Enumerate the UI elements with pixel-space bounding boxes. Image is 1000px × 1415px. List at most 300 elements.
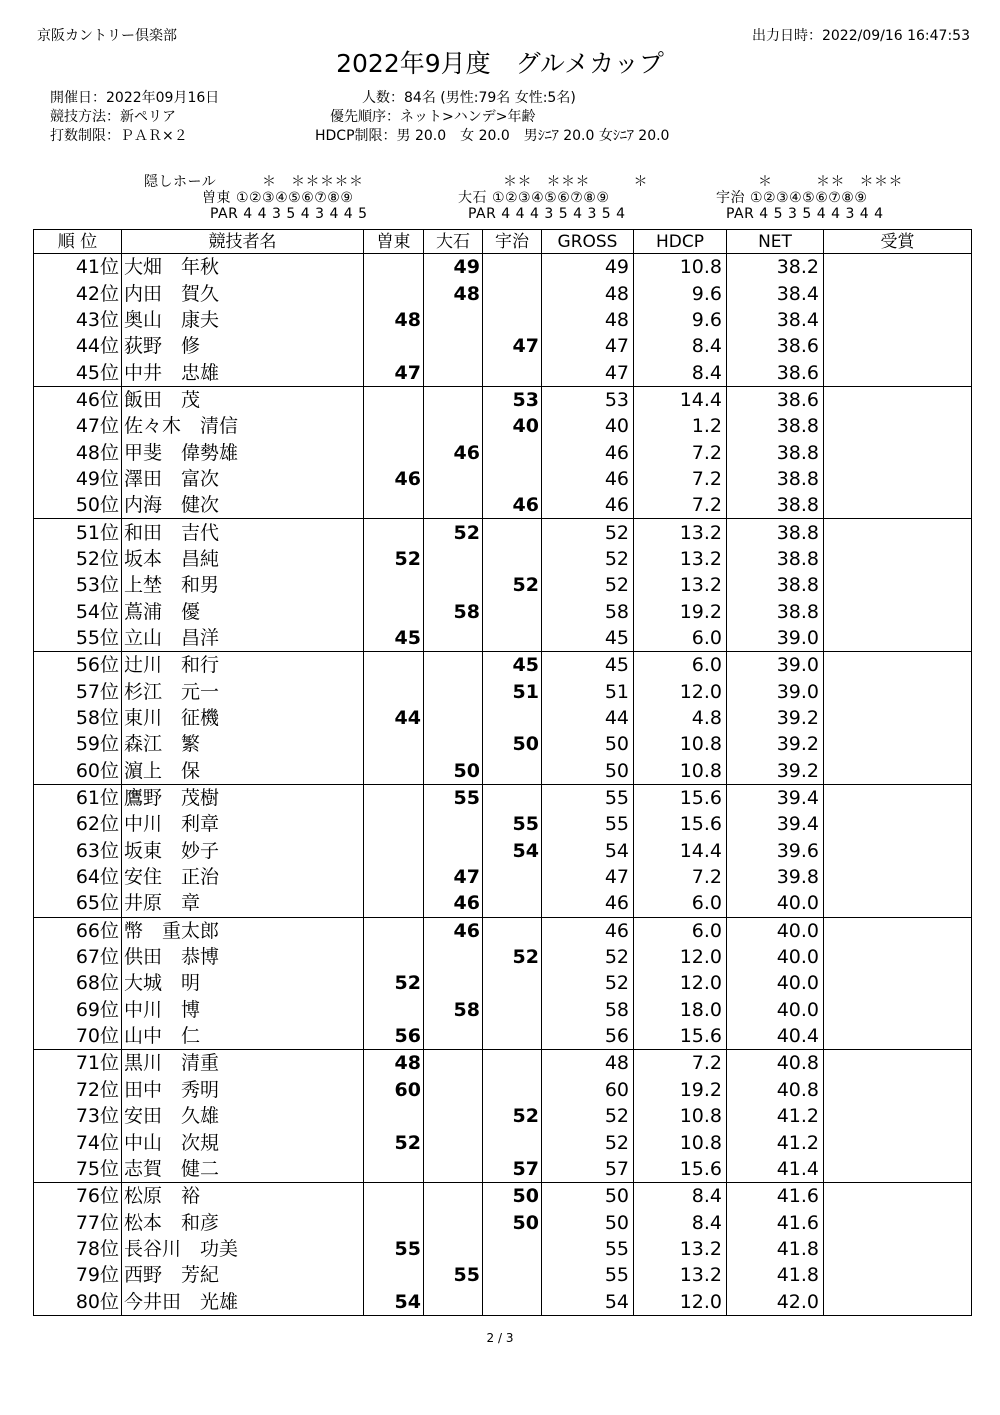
cell-sotsuka: 54 bbox=[364, 1288, 424, 1315]
table-row bbox=[34, 784, 972, 811]
cell-rank: 64位 bbox=[34, 864, 122, 890]
cell-rank: 68位 bbox=[34, 970, 122, 996]
cell-uji bbox=[483, 1236, 542, 1262]
cell-sotsuka bbox=[364, 280, 424, 306]
cell-sotsuka bbox=[364, 598, 424, 624]
table-header-row bbox=[34, 230, 972, 254]
cell-oishi: 58 bbox=[424, 598, 483, 624]
table-row bbox=[34, 890, 972, 917]
cell-sotsuka bbox=[364, 1156, 424, 1183]
table-row bbox=[34, 519, 972, 546]
page-number: 2 / 3 bbox=[486, 1331, 514, 1345]
table-row bbox=[34, 917, 972, 944]
cell-rank: 78位 bbox=[34, 1236, 122, 1262]
cell-oishi: 50 bbox=[424, 758, 483, 785]
cell-net: 41.8 bbox=[727, 1236, 824, 1262]
player-count-value: 84名 (男性:79名 女性:5名) bbox=[404, 90, 576, 106]
cell-net: 38.8 bbox=[727, 439, 824, 465]
header-award: 受賞 bbox=[824, 230, 972, 254]
cell-uji bbox=[483, 1129, 542, 1155]
cell-gross: 57 bbox=[542, 1156, 634, 1183]
cell-uji: 52 bbox=[483, 572, 542, 598]
cell-award bbox=[824, 254, 972, 281]
table-row bbox=[34, 838, 972, 864]
competition-method-label: 競技方法： bbox=[50, 109, 120, 125]
cell-hdcp: 8.4 bbox=[634, 333, 727, 359]
header-hdcp: HDCP bbox=[634, 230, 727, 254]
cell-net: 38.8 bbox=[727, 598, 824, 624]
cell-rank: 80位 bbox=[34, 1288, 122, 1315]
cell-net: 39.0 bbox=[727, 625, 824, 652]
cell-oishi bbox=[424, 1103, 483, 1129]
cell-rank: 46位 bbox=[34, 386, 122, 413]
cell-hdcp: 8.4 bbox=[634, 1183, 727, 1210]
cell-rank: 67位 bbox=[34, 944, 122, 970]
competition-method bbox=[50, 106, 176, 126]
stroke-limit-value: ＰＡＲ×２ bbox=[120, 128, 188, 144]
cell-sotsuka bbox=[364, 413, 424, 439]
cell-name: 中山 次規 bbox=[122, 1129, 364, 1155]
cell-oishi bbox=[424, 1236, 483, 1262]
cell-award bbox=[824, 1262, 972, 1288]
cell-gross: 58 bbox=[542, 997, 634, 1023]
cell-sotsuka: 56 bbox=[364, 1023, 424, 1050]
cell-net: 41.8 bbox=[727, 1262, 824, 1288]
cell-gross: 48 bbox=[542, 1050, 634, 1077]
cell-name: 田中 秀明 bbox=[122, 1077, 364, 1103]
cell-rank: 70位 bbox=[34, 1023, 122, 1050]
cell-net: 40.4 bbox=[727, 1023, 824, 1050]
cell-net: 40.0 bbox=[727, 970, 824, 996]
cell-gross: 45 bbox=[542, 652, 634, 679]
event-date-label: 開催日： bbox=[50, 90, 106, 106]
table-row bbox=[34, 333, 972, 359]
cell-net: 38.6 bbox=[727, 386, 824, 413]
cell-uji: 55 bbox=[483, 811, 542, 837]
cell-hdcp: 7.2 bbox=[634, 1050, 727, 1077]
cell-gross: 50 bbox=[542, 758, 634, 785]
table-row bbox=[34, 254, 972, 281]
cell-name: 辻川 和行 bbox=[122, 652, 364, 679]
cell-rank: 42位 bbox=[34, 280, 122, 306]
cell-net: 38.4 bbox=[727, 307, 824, 333]
cell-oishi bbox=[424, 652, 483, 679]
results-table bbox=[33, 229, 972, 1316]
cell-name: 長谷川 功美 bbox=[122, 1236, 364, 1262]
cell-gross: 46 bbox=[542, 492, 634, 519]
printed-datetime: 出力日時：2022/09/16 16:47:53 bbox=[751, 28, 970, 44]
cell-sotsuka bbox=[364, 758, 424, 785]
cell-sotsuka bbox=[364, 784, 424, 811]
cell-gross: 53 bbox=[542, 386, 634, 413]
cell-hdcp: 14.4 bbox=[634, 838, 727, 864]
cell-award bbox=[824, 1050, 972, 1077]
player-count bbox=[362, 87, 576, 107]
cell-oishi bbox=[424, 307, 483, 333]
cell-name: 中井 忠雄 bbox=[122, 359, 364, 386]
cell-gross: 52 bbox=[542, 519, 634, 546]
stroke-limit bbox=[50, 125, 188, 145]
cell-oishi bbox=[424, 811, 483, 837]
player-count-label: 人数： bbox=[362, 90, 404, 106]
cell-oishi: 52 bbox=[424, 519, 483, 546]
cell-oishi bbox=[424, 1077, 483, 1103]
cell-rank: 60位 bbox=[34, 758, 122, 785]
table-row bbox=[34, 652, 972, 679]
cell-award bbox=[824, 598, 972, 624]
cell-name: 立山 昌洋 bbox=[122, 625, 364, 652]
cell-rank: 52位 bbox=[34, 546, 122, 572]
cell-hdcp: 6.0 bbox=[634, 625, 727, 652]
cell-name: 安田 久雄 bbox=[122, 1103, 364, 1129]
cell-name: 内田 賀久 bbox=[122, 280, 364, 306]
cell-hdcp: 6.0 bbox=[634, 652, 727, 679]
cell-award bbox=[824, 439, 972, 465]
cell-gross: 47 bbox=[542, 333, 634, 359]
cell-award bbox=[824, 572, 972, 598]
cell-award bbox=[824, 386, 972, 413]
cell-award bbox=[824, 811, 972, 837]
cell-hdcp: 10.8 bbox=[634, 758, 727, 785]
cell-oishi: 46 bbox=[424, 890, 483, 917]
cell-oishi bbox=[424, 359, 483, 386]
cell-gross: 50 bbox=[542, 1209, 634, 1235]
cell-name: 森江 繁 bbox=[122, 731, 364, 757]
cell-name: 井原 章 bbox=[122, 890, 364, 917]
cell-uji bbox=[483, 890, 542, 917]
cell-sotsuka bbox=[364, 917, 424, 944]
cell-name: 西野 芳紀 bbox=[122, 1262, 364, 1288]
cell-uji: 50 bbox=[483, 731, 542, 757]
table-row bbox=[34, 758, 972, 785]
cell-oishi bbox=[424, 466, 483, 492]
cell-net: 40.8 bbox=[727, 1077, 824, 1103]
cell-hdcp: 1.2 bbox=[634, 413, 727, 439]
cell-gross: 54 bbox=[542, 838, 634, 864]
cell-name: 坂本 昌純 bbox=[122, 546, 364, 572]
cell-gross: 46 bbox=[542, 466, 634, 492]
cell-net: 39.6 bbox=[727, 838, 824, 864]
cell-oishi bbox=[424, 333, 483, 359]
cell-oishi bbox=[424, 1129, 483, 1155]
cell-hdcp: 13.2 bbox=[634, 1236, 727, 1262]
cell-gross: 49 bbox=[542, 254, 634, 281]
cell-gross: 55 bbox=[542, 1262, 634, 1288]
cell-gross: 50 bbox=[542, 1183, 634, 1210]
cell-oishi bbox=[424, 1156, 483, 1183]
cell-hdcp: 13.2 bbox=[634, 546, 727, 572]
cell-award bbox=[824, 705, 972, 731]
cell-award bbox=[824, 546, 972, 572]
cell-name: 蔦浦 優 bbox=[122, 598, 364, 624]
cell-sotsuka bbox=[364, 333, 424, 359]
header-net: NET bbox=[727, 230, 824, 254]
cell-oishi bbox=[424, 1288, 483, 1315]
cell-award bbox=[824, 1288, 972, 1315]
cell-hdcp: 10.8 bbox=[634, 1103, 727, 1129]
cell-award bbox=[824, 1103, 972, 1129]
table-row bbox=[34, 466, 972, 492]
cell-oishi bbox=[424, 731, 483, 757]
cell-sotsuka: 52 bbox=[364, 970, 424, 996]
cell-name: 松本 和彦 bbox=[122, 1209, 364, 1235]
cell-hdcp: 7.2 bbox=[634, 466, 727, 492]
cell-hdcp: 7.2 bbox=[634, 864, 727, 890]
cell-gross: 55 bbox=[542, 784, 634, 811]
cell-sotsuka bbox=[364, 492, 424, 519]
hdcp-limit-label: HDCP制限： bbox=[315, 128, 397, 144]
cell-net: 40.0 bbox=[727, 917, 824, 944]
cell-rank: 74位 bbox=[34, 1129, 122, 1155]
cell-award bbox=[824, 731, 972, 757]
cell-uji bbox=[483, 466, 542, 492]
cell-rank: 71位 bbox=[34, 1050, 122, 1077]
cell-rank: 61位 bbox=[34, 784, 122, 811]
cell-name: 志賀 健二 bbox=[122, 1156, 364, 1183]
table-row bbox=[34, 280, 972, 306]
cell-sotsuka bbox=[364, 890, 424, 917]
cell-sotsuka bbox=[364, 519, 424, 546]
cell-gross: 55 bbox=[542, 811, 634, 837]
cell-gross: 52 bbox=[542, 546, 634, 572]
cell-name: 松原 裕 bbox=[122, 1183, 364, 1210]
cell-uji bbox=[483, 917, 542, 944]
cell-oishi bbox=[424, 1050, 483, 1077]
cell-uji: 47 bbox=[483, 333, 542, 359]
cell-hdcp: 4.8 bbox=[634, 705, 727, 731]
cell-sotsuka: 48 bbox=[364, 307, 424, 333]
event-date bbox=[50, 87, 219, 107]
cell-name: 東川 征機 bbox=[122, 705, 364, 731]
cell-name: 澤田 富次 bbox=[122, 466, 364, 492]
cell-rank: 53位 bbox=[34, 572, 122, 598]
table-row bbox=[34, 1209, 972, 1235]
table-row bbox=[34, 1183, 972, 1210]
cell-uji: 50 bbox=[483, 1209, 542, 1235]
cell-uji: 45 bbox=[483, 652, 542, 679]
hidden-holes-label: 隠しホール bbox=[144, 174, 217, 190]
cell-gross: 47 bbox=[542, 359, 634, 386]
cell-gross: 51 bbox=[542, 679, 634, 705]
table-row bbox=[34, 1077, 972, 1103]
cell-net: 38.8 bbox=[727, 466, 824, 492]
course-oishi-par: PAR 4 4 4 3 5 4 3 5 4 bbox=[468, 206, 626, 222]
cell-sotsuka bbox=[364, 1209, 424, 1235]
cell-rank: 62位 bbox=[34, 811, 122, 837]
cell-name: 幣 重太郎 bbox=[122, 917, 364, 944]
cell-award bbox=[824, 997, 972, 1023]
header-rank: 順 位 bbox=[34, 230, 122, 254]
header-gross: GROSS bbox=[542, 230, 634, 254]
cell-oishi: 47 bbox=[424, 864, 483, 890]
course-oishi-holes: 大石 ①②③④⑤⑥⑦⑧⑨ bbox=[458, 190, 610, 206]
cell-hdcp: 19.2 bbox=[634, 598, 727, 624]
table-row bbox=[34, 811, 972, 837]
course-sotsuka-holes: 曽東 ①②③④⑤⑥⑦⑧⑨ bbox=[202, 190, 354, 206]
cell-oishi bbox=[424, 1023, 483, 1050]
cell-sotsuka: 44 bbox=[364, 705, 424, 731]
cell-hdcp: 6.0 bbox=[634, 917, 727, 944]
cell-oishi: 48 bbox=[424, 280, 483, 306]
cell-uji: 51 bbox=[483, 679, 542, 705]
cell-uji bbox=[483, 307, 542, 333]
table-row bbox=[34, 359, 972, 386]
cell-hdcp: 13.2 bbox=[634, 1262, 727, 1288]
cell-net: 42.0 bbox=[727, 1288, 824, 1315]
table-row bbox=[34, 1262, 972, 1288]
cell-gross: 50 bbox=[542, 731, 634, 757]
cell-uji: 57 bbox=[483, 1156, 542, 1183]
cell-net: 38.8 bbox=[727, 546, 824, 572]
cell-gross: 48 bbox=[542, 307, 634, 333]
cell-hdcp: 12.0 bbox=[634, 944, 727, 970]
cell-sotsuka: 52 bbox=[364, 1129, 424, 1155]
cell-award bbox=[824, 519, 972, 546]
cell-name: 坂東 妙子 bbox=[122, 838, 364, 864]
cell-gross: 58 bbox=[542, 598, 634, 624]
cell-rank: 47位 bbox=[34, 413, 122, 439]
table-row bbox=[34, 1236, 972, 1262]
cell-sotsuka: 52 bbox=[364, 546, 424, 572]
cell-net: 38.8 bbox=[727, 492, 824, 519]
cell-sotsuka bbox=[364, 811, 424, 837]
cell-net: 38.8 bbox=[727, 413, 824, 439]
header-oishi: 大石 bbox=[424, 230, 483, 254]
cell-award bbox=[824, 890, 972, 917]
cell-hdcp: 9.6 bbox=[634, 280, 727, 306]
cell-name: 和田 吉代 bbox=[122, 519, 364, 546]
cell-uji bbox=[483, 970, 542, 996]
cell-hdcp: 7.2 bbox=[634, 439, 727, 465]
table-row bbox=[34, 970, 972, 996]
header-name: 競技者名 bbox=[122, 230, 364, 254]
cell-rank: 45位 bbox=[34, 359, 122, 386]
cell-gross: 52 bbox=[542, 970, 634, 996]
cell-sotsuka bbox=[364, 679, 424, 705]
cell-uji: 50 bbox=[483, 1183, 542, 1210]
club-name: 京阪カントリー倶楽部 bbox=[37, 28, 177, 44]
cell-award bbox=[824, 758, 972, 785]
cell-award bbox=[824, 679, 972, 705]
cell-rank: 72位 bbox=[34, 1077, 122, 1103]
cell-rank: 43位 bbox=[34, 307, 122, 333]
priority-order bbox=[330, 106, 535, 126]
cell-gross: 60 bbox=[542, 1077, 634, 1103]
cell-award bbox=[824, 1023, 972, 1050]
cell-hdcp: 9.6 bbox=[634, 307, 727, 333]
cell-rank: 57位 bbox=[34, 679, 122, 705]
cell-name: 黒川 清重 bbox=[122, 1050, 364, 1077]
cell-uji bbox=[483, 1023, 542, 1050]
course-uji-holes: 宇治 ①②③④⑤⑥⑦⑧⑨ bbox=[716, 190, 868, 206]
cell-net: 38.8 bbox=[727, 572, 824, 598]
cell-uji bbox=[483, 705, 542, 731]
cell-sotsuka bbox=[364, 254, 424, 281]
cell-name: 山中 仁 bbox=[122, 1023, 364, 1050]
cell-net: 38.4 bbox=[727, 280, 824, 306]
cell-rank: 79位 bbox=[34, 1262, 122, 1288]
cell-rank: 59位 bbox=[34, 731, 122, 757]
cell-uji: 52 bbox=[483, 1103, 542, 1129]
cell-name: 内海 健次 bbox=[122, 492, 364, 519]
hidden-holes-sotsuka: ＊ ＊＊＊＊＊ bbox=[262, 174, 364, 190]
cell-award bbox=[824, 1236, 972, 1262]
cell-oishi bbox=[424, 413, 483, 439]
cell-net: 38.2 bbox=[727, 254, 824, 281]
cell-rank: 54位 bbox=[34, 598, 122, 624]
cell-rank: 49位 bbox=[34, 466, 122, 492]
cell-hdcp: 10.8 bbox=[634, 1129, 727, 1155]
cell-gross: 46 bbox=[542, 439, 634, 465]
cell-rank: 66位 bbox=[34, 917, 122, 944]
cell-uji: 40 bbox=[483, 413, 542, 439]
cell-hdcp: 12.0 bbox=[634, 970, 727, 996]
cell-rank: 73位 bbox=[34, 1103, 122, 1129]
cell-sotsuka bbox=[364, 1262, 424, 1288]
cell-hdcp: 15.6 bbox=[634, 811, 727, 837]
cell-oishi: 46 bbox=[424, 917, 483, 944]
cell-hdcp: 13.2 bbox=[634, 519, 727, 546]
cell-sotsuka bbox=[364, 731, 424, 757]
cell-sotsuka bbox=[364, 944, 424, 970]
cell-uji bbox=[483, 598, 542, 624]
cell-oishi bbox=[424, 970, 483, 996]
table-row bbox=[34, 944, 972, 970]
cell-sotsuka bbox=[364, 386, 424, 413]
cell-net: 38.8 bbox=[727, 519, 824, 546]
cell-gross: 55 bbox=[542, 1236, 634, 1262]
cell-hdcp: 8.4 bbox=[634, 1209, 727, 1235]
cell-hdcp: 15.6 bbox=[634, 1156, 727, 1183]
cell-uji: 54 bbox=[483, 838, 542, 864]
cell-award bbox=[824, 625, 972, 652]
table-row bbox=[34, 1129, 972, 1155]
cell-oishi: 55 bbox=[424, 784, 483, 811]
cell-name: 上埜 和男 bbox=[122, 572, 364, 598]
cell-uji bbox=[483, 254, 542, 281]
cell-award bbox=[824, 1156, 972, 1183]
cell-net: 40.0 bbox=[727, 890, 824, 917]
cell-oishi bbox=[424, 705, 483, 731]
cell-uji bbox=[483, 1262, 542, 1288]
cell-rank: 75位 bbox=[34, 1156, 122, 1183]
cell-net: 39.4 bbox=[727, 811, 824, 837]
cell-name: 杉江 元一 bbox=[122, 679, 364, 705]
cell-hdcp: 13.2 bbox=[634, 572, 727, 598]
cell-hdcp: 7.2 bbox=[634, 492, 727, 519]
cell-net: 41.4 bbox=[727, 1156, 824, 1183]
cell-hdcp: 15.6 bbox=[634, 784, 727, 811]
cell-award bbox=[824, 1077, 972, 1103]
cell-award bbox=[824, 307, 972, 333]
cell-uji bbox=[483, 1077, 542, 1103]
cell-gross: 45 bbox=[542, 625, 634, 652]
cell-sotsuka bbox=[364, 1103, 424, 1129]
cell-award bbox=[824, 280, 972, 306]
cell-uji: 52 bbox=[483, 944, 542, 970]
stroke-limit-label: 打数制限： bbox=[50, 128, 120, 144]
table-row bbox=[34, 1288, 972, 1315]
cell-gross: 44 bbox=[542, 705, 634, 731]
cell-name: 佐々木 清信 bbox=[122, 413, 364, 439]
cell-sotsuka bbox=[364, 864, 424, 890]
table-row bbox=[34, 625, 972, 652]
cell-award bbox=[824, 838, 972, 864]
cell-hdcp: 12.0 bbox=[634, 1288, 727, 1315]
cell-uji bbox=[483, 625, 542, 652]
cell-rank: 41位 bbox=[34, 254, 122, 281]
cell-rank: 69位 bbox=[34, 997, 122, 1023]
